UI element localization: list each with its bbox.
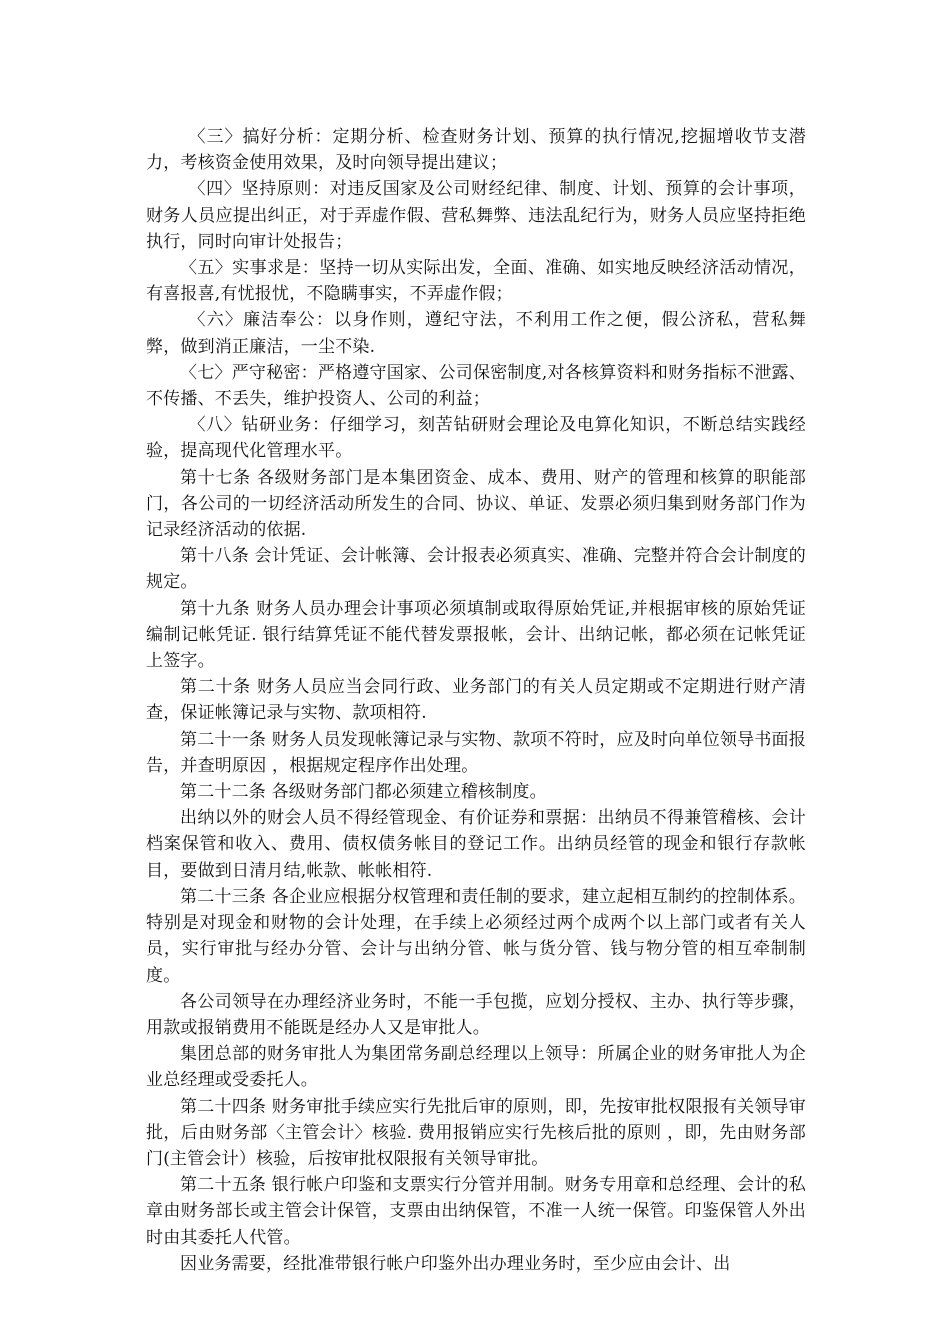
paragraph-3-analysis: 〈三〉搞好分析：定期分析、检查财务计划、预算的执行情况,挖掘增收节支潜力，考核资金使用效果，及时向领导提出建议； <box>146 127 806 174</box>
document-body <box>146 124 806 1277</box>
paragraph-7-confidentiality: 〈七〉严守秘密：严格遵守国家、公司保密制度,对各核算资料和财务指标不泄露、不传播、不丢失，维护投资人、公司的利益； <box>146 362 806 410</box>
paragraph-6-integrity: 〈六〉廉洁奉公：以身作则，遵纪守法，不利用工作之便，假公济私，营私舞弊，做到消正廉洁，一尘不染. <box>146 310 806 357</box>
paragraph-4-principles: 〈四〉坚持原则：对违反国家及公司财经纪律、制度、计划、预算的会计事项，财务人员应提出纠正，对于弄虚作假、营私舞弊、违法乱纪行为，财务人员应坚持拒绝执行，同时向审计处报告； <box>146 179 806 252</box>
paragraph-8-study: 〈八〉钻研业务：仔细学习，刻苦钻研财会理论及电算化知识，不断总结实践经验，提高现代化管理水平。 <box>146 415 806 462</box>
article-20: 第二十条 财务人员应当会同行政、业务部门的有关人员定期或不定期进行财产清查，保证帐簿记录与实物、款项相符. <box>146 677 806 724</box>
article-25: 第二十五条 银行帐户印鉴和支票实行分管并用制。财务专用章和总经理、会计的私章由财务部长或主管会计保管，支票由出纳保管，不准一人统一保管。印鉴保管人外出时由其委托人代管。 <box>146 1175 806 1248</box>
article-21: 第二十一条 财务人员发现帐簿记录与实物、款项不符时，应及时向单位领导书面报告，并查明原因 ，根据规定程序作出处理。 <box>146 729 806 776</box>
article-23-approvers: 集团总部的财务审批人为集团常务副总经理以上领导：所属企业的财务审批人为企业总经理或受委托人。 <box>146 1044 806 1091</box>
article-23: 第二十三条 各企业应根据分权管理和责任制的要求，建立起相互制约的控制体系。特别是对现金和财物的会计处理，在手续上必须经过两个成两个以上部门或者有关人员，实行审批与经办分管、会计与出纳分管、帐与货分管、钱与物分管的相互牵制制度。 <box>146 886 806 986</box>
paragraph-5-truthfulness: 〈五〉实事求是：坚持一切从实际出发，全面、准确、如实地反映经济活动情况，有喜报喜,有忧报忧，不隐瞒事实，不弄虚作假； <box>146 258 806 305</box>
article-25-seal-travel: 因业务需要，经批准带银行帐户印鉴外出办理业务时，至少应由会计、出 <box>180 1253 731 1274</box>
article-22-cashier-rules: 出纳以外的财会人员不得经管现金、有价证券和票据：出纳员不得兼管稽核、会计档案保管和收入、费用、债权债务帐目的登记工作。出纳员经管的现金和银行存款帐目，要做到日清月结,帐款、帐帐相符. <box>146 808 806 881</box>
article-19: 第十九条 财务人员办理会计事项必须填制或取得原始凭证,并根据审核的原始凭证编制记帐凭证. 银行结算凭证不能代替发票报帐，会计、出纳记帐，都必须在记帐凭证上签字。 <box>146 598 806 672</box>
article-18: 第十八条 会计凭证、会计帐簿、会计报表必须真实、准确、完整并符合会计制度的规定。 <box>146 546 806 593</box>
article-23-leaders: 各公司领导在办理经济业务时，不能一手包揽，应划分授权、主办、执行等步骤，用款或报销费用不能既是经办人又是审批人。 <box>146 991 806 1038</box>
article-24: 第二十四条 财务审批手续应实行先批后审的原则，即，先按审批权限报有关领导审批，后由财务部〈主管会计〉核验. 费用报销应实行先核后批的原则 ，即，先由财务部门(主管会计）核验，后按审批权限报有关领导审批。 <box>146 1096 806 1169</box>
article-22: 第二十二条 各级财务部门都必须建立稽核制度。 <box>180 782 547 803</box>
article-17: 第十七条 各级财务部门是本集团资金、成本、费用、财产的管理和核算的职能部门，各公司的一切经济活动所发生的合同、协议、单证、发票必须归集到财务部门作为记录经济活动的依据. <box>146 467 806 541</box>
